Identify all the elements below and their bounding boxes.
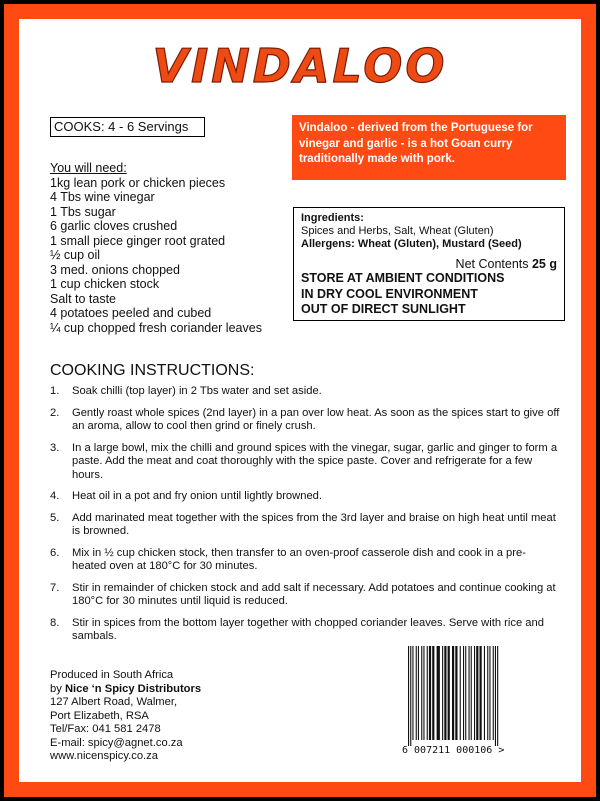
step-number: 2.: [50, 406, 60, 419]
storage-line: OUT OF DIRECT SUNLIGHT: [301, 302, 466, 316]
barcode-bar: [484, 646, 485, 740]
producer-website: www.nicenspicy.co.za: [50, 750, 158, 762]
instruction-step: [50, 385, 560, 399]
need-item: ¼ cup chopped fresh coriander leaves: [50, 320, 262, 335]
barcode-bar: [427, 646, 428, 740]
instruction-step: [50, 442, 560, 483]
need-item: 3 med. onions chopped: [50, 262, 180, 277]
you-will-need-list: [50, 161, 290, 335]
step-number: 8.: [50, 616, 60, 629]
need-item: 4 Tbs wine vinegar: [50, 190, 155, 204]
instruction-step: [50, 547, 560, 574]
barcode-bar: [465, 646, 466, 740]
need-item: 4 potatoes peeled and cubed: [50, 306, 212, 320]
barcode-bar: [489, 646, 490, 740]
instruction-step: [50, 490, 560, 504]
barcode-bar: [408, 646, 409, 746]
barcode-bar: [416, 646, 417, 740]
barcode-bar: [497, 646, 498, 746]
barcode-bar: [410, 646, 411, 746]
barcode-bar: [432, 646, 434, 740]
barcode-bar: [474, 646, 475, 740]
storage-instructions: [301, 271, 557, 318]
producer-info: [50, 669, 290, 764]
producer-by: by: [50, 682, 65, 695]
barcode-bar: [442, 646, 443, 740]
barcode-bar: [476, 646, 478, 740]
barcode-bar: [471, 646, 472, 740]
intro-box: Vindaloo - derived from the Portuguese for vinegar and garlic - is a hot Goan curry traditionally made with pork.: [292, 115, 566, 180]
need-item: 1kg lean pork or chicken pieces: [50, 175, 226, 190]
need-item: Salt to taste: [50, 291, 117, 306]
producer-email: E-mail: spicy@agnet.co.za: [50, 736, 183, 749]
storage-line: IN DRY COOL ENVIRONMENT: [301, 286, 478, 301]
producer-phone: Tel/Fax: 041 581 2478: [50, 723, 161, 735]
instruction-step: [50, 582, 560, 609]
barcode-bar: [495, 646, 496, 746]
barcode-bar: [437, 646, 440, 740]
barcode-bar: [444, 646, 446, 740]
need-item: 6 garlic cloves crushed: [50, 219, 178, 233]
barcode-bar: [423, 646, 424, 740]
instruction-step: [50, 512, 560, 539]
barcode-bar: [452, 646, 454, 740]
need-item: 1 cup chicken stock: [50, 277, 160, 291]
instruction-step: [50, 407, 560, 434]
step-number: 3.: [50, 441, 60, 454]
step-text: Stir in spices from the bottom layer together with chopped coriander leaves. Serve with rice and sambals.: [72, 616, 544, 642]
barcode-bar: [469, 646, 470, 740]
step-number: 5.: [50, 511, 60, 524]
barcode-digits: 6 007211 000106 >: [402, 745, 505, 756]
step-number: 1.: [50, 385, 60, 397]
instructions-heading: COOKING INSTRUCTIONS:: [50, 362, 255, 379]
instruction-step: [50, 617, 560, 644]
allergens-text: Allergens: Wheat (Gluten), Mustard (Seed): [301, 238, 522, 250]
producer-company-line: [50, 683, 290, 697]
label-frame: [4, 4, 596, 797]
servings-box: COOKS: 4 - 6 Servings: [50, 117, 205, 137]
barcode-bar: [480, 646, 482, 740]
barcode-bar: [463, 646, 464, 740]
need-item: ½ cup oil: [50, 248, 101, 262]
barcode-bar: [493, 646, 494, 740]
step-number: 7.: [50, 581, 60, 594]
step-text: Heat oil in a pot and fry onion until lightly browned.: [72, 490, 323, 502]
step-text: Add marinated meat together with the spices from the 3rd layer and braise on high heat until meat is browned.: [72, 511, 556, 537]
label-card: [19, 19, 581, 782]
producer-origin: Produced in South Africa: [50, 669, 174, 681]
producer-company: Nice ‘n Spicy Distributors: [64, 682, 202, 695]
producer-address: Port Elizabeth, RSA: [50, 709, 149, 722]
barcode: [402, 646, 567, 746]
barcode-bar: [421, 646, 422, 740]
product-title: VINDALOO: [152, 39, 448, 93]
need-item: 1 small piece ginger root grated: [50, 233, 226, 248]
barcode-bar: [460, 646, 461, 740]
barcode-bar: [487, 646, 488, 740]
ingredients-label: Ingredients:: [301, 212, 364, 224]
step-text: Soak chilli (top layer) in 2 Tbs water and set aside.: [72, 385, 322, 397]
barcode-bar: [448, 646, 450, 740]
you-will-need-heading: You will need:: [50, 161, 127, 175]
net-contents: [301, 257, 557, 271]
step-text: Mix in ½ cup chicken stock, then transfer to an oven-proof casserole dish and cook in a pre-heated oven at 180°C for 30 minutes.: [72, 546, 526, 572]
ingredients-text: Spices and Herbs, Salt, Wheat (Gluten): [301, 225, 494, 237]
barcode-bar: [455, 646, 457, 740]
net-contents-label: Net Contents: [455, 257, 532, 271]
barcode-bar: [412, 646, 413, 740]
step-text: Stir in remainder of chicken stock and add salt if necessary. Add potatoes and continue cooking at 180°C for 30 minutes until liquid is reduced.: [72, 581, 556, 607]
barcode-bar: [418, 646, 419, 740]
step-text: Gently roast whole spices (2nd layer) in a pan over low heat. As soon as the spices start to give off an aroma, allow to cool then grind or finely crush.: [72, 406, 560, 432]
step-number: 4.: [50, 490, 60, 502]
barcode-bar: [429, 646, 431, 740]
ingredients-box: [293, 207, 565, 321]
step-text: In a large bowl, mix the chilli and ground spices with the vinegar, sugar, garlic and ginger to form a paste. Add the meat and coat thoroughly with the spice paste. Cover and refrigerate for a few hours.: [72, 441, 558, 481]
instructions-list: [50, 385, 560, 652]
storage-line: STORE AT AMBIENT CONDITIONS: [301, 271, 505, 285]
need-item: 1 Tbs sugar: [50, 204, 116, 219]
producer-address: 127 Albert Road, Walmer,: [50, 696, 178, 708]
step-number: 6.: [50, 546, 60, 559]
net-contents-value: 25 g: [531, 257, 557, 271]
